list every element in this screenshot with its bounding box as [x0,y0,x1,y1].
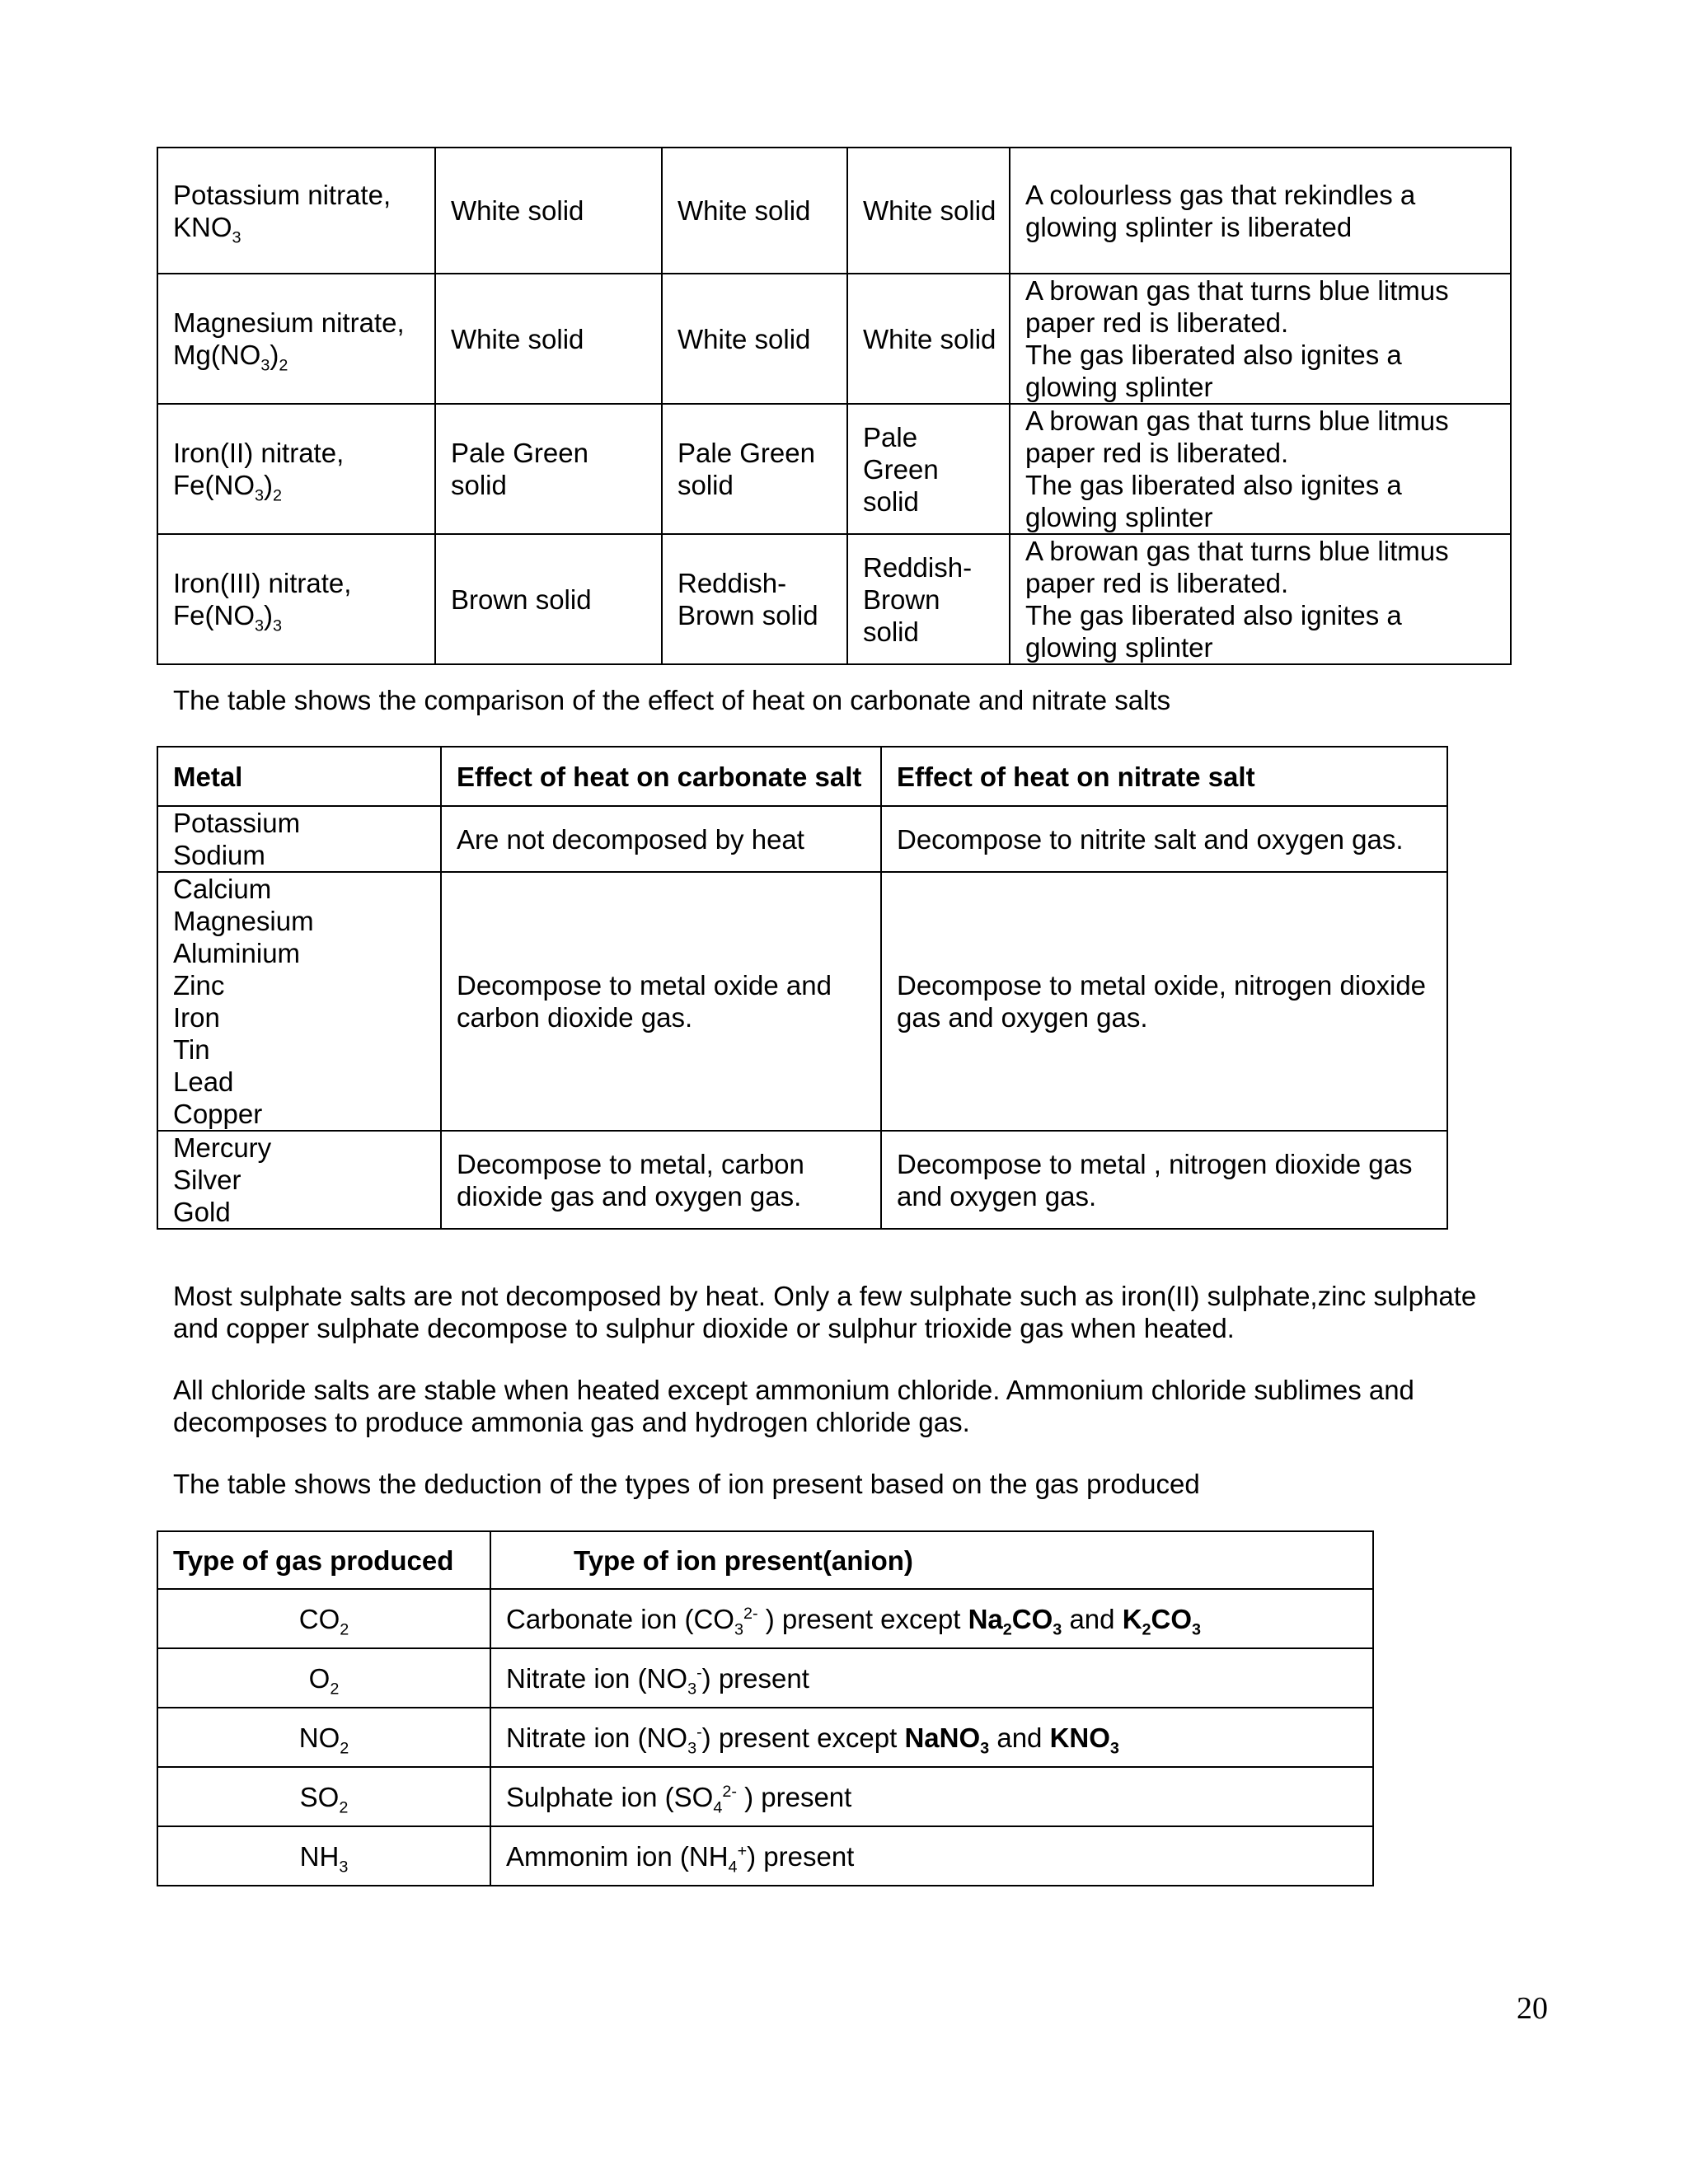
carbonate-cell: Decompose to metal, carbon dioxide gas and oxygen gas. [441,1131,881,1229]
salt-formula: $Fe(NO_3)_3$ [173,600,283,635]
colour-cell: White solid [435,274,662,404]
header-ion: Type of ion present(anion) [490,1531,1373,1589]
salt-formula: $Fe(NO_3)_2$ [173,470,283,505]
gas-cell: $NH_3$ [157,1826,490,1886]
metal-cell: Calcium Magnesium Aluminium Zinc Iron Tin Lead Copper [157,872,441,1131]
table-row [157,1826,1373,1886]
carbonate-nitrate-comparison-table [157,746,1448,1230]
salt-name: Potassium nitrate, [173,179,392,210]
table-row [157,1708,1373,1767]
colour-cell: Pale Green solid [662,404,847,534]
table-header-row [157,747,1447,806]
colour-cell: White solid [662,148,847,274]
metal-cell: Mercury Silver Gold [157,1131,441,1229]
colour-cell: White solid [847,274,1010,404]
colour-cell: Pale Green solid [435,404,662,534]
colour-cell: White solid [662,274,847,404]
table-row [157,1648,1373,1708]
table-row [157,872,1447,1131]
paragraph-sulphate: Most sulphate salts are not decomposed by heat. Only a few sulphate such as iron(II) sulphate,zinc sulphate and copper sulphate decompose to sulphur dioxide or sulphur trioxide gas when heated. [173,1281,1477,1343]
salt-formula: $Mg(NO_3)_2$ [173,340,288,375]
table-header-row [157,1531,1373,1589]
header-carbonate: Effect of heat on carbonate salt [441,747,881,806]
colour-cell: Reddish- Brown solid [662,534,847,664]
table-row [157,148,1511,274]
table-row [157,806,1447,872]
gas-cell: $SO_2$ [157,1767,490,1826]
table-row [157,1589,1373,1648]
table-row [157,1767,1373,1826]
header-gas: Type of gas produced [157,1531,490,1589]
nitrate-cell: Decompose to metal oxide, nitrogen dioxide gas and oxygen gas. [881,872,1447,1131]
header-metal: Metal [157,747,441,806]
paragraph-chloride: All chloride salts are stable when heated except ammonium chloride. Ammonium chloride sublimes and decomposes to produce ammonia gas and hydrogen chloride gas. [173,1375,1414,1437]
colour-cell: Brown solid [435,534,662,664]
paragraph-table3-intro: The table shows the deduction of the types of ion present based on the gas produced [173,1469,1200,1499]
salt-cell [157,148,435,274]
paragraph-table2-intro: The table shows the comparison of the effect of heat on carbonate and nitrate salts [173,685,1171,715]
header-nitrate: Effect of heat on nitrate salt [881,747,1447,806]
observation-cell: A browan gas that turns blue litmus paper red is liberated. The gas liberated also ignites a glowing splinter [1010,274,1511,404]
table-row [157,274,1511,404]
colour-cell: White solid [435,148,662,274]
gas-cell: $O_2$ [157,1648,490,1708]
gas-ion-deduction-table [157,1530,1374,1886]
table-row [157,1131,1447,1229]
table-row [157,534,1511,664]
observation-cell: A colourless gas that rekindles a glowing splinter is liberated [1010,148,1511,274]
salt-cell [157,404,435,534]
nitrate-cell: Decompose to nitrite salt and oxygen gas. [881,806,1447,872]
carbonate-cell: Are not decomposed by heat [441,806,881,872]
ion-cell: Sulphate ion ($SO_4^{2-}$ ) present [490,1767,1373,1826]
metal-cell: Potassium Sodium [157,806,441,872]
salt-cell [157,274,435,404]
colour-cell: Reddish- Brown solid [847,534,1010,664]
colour-cell: Pale Green solid [847,404,1010,534]
salt-name: Magnesium nitrate, [173,307,405,338]
ion-cell: Nitrate ion $(NO_3^-)$ present except NaNO$_3$ and $KNO_3$ [490,1708,1373,1767]
salt-name: Iron(II) nitrate, [173,438,345,468]
observation-cell: A browan gas that turns blue litmus paper red is liberated. The gas liberated also ignites a glowing splinter [1010,404,1511,534]
salt-name: Iron(III) nitrate, [173,568,352,598]
nitrate-salt-table [157,147,1512,665]
page-number: 20 [1517,1991,1548,2026]
salt-cell [157,534,435,664]
carbonate-cell: Decompose to metal oxide and carbon dioxide gas. [441,872,881,1131]
ion-cell: Nitrate ion $(NO_3^-)$ present [490,1648,1373,1708]
gas-cell: $CO_2$ [157,1589,490,1648]
salt-formula: $KNO_3$ [173,211,241,247]
ion-cell: Ammonim ion $(NH_4^+)$ present [490,1826,1373,1886]
table-row [157,404,1511,534]
observation-cell: A browan gas that turns blue litmus paper red is liberated. The gas liberated also ignites a glowing splinter [1010,534,1511,664]
colour-cell: White solid [847,148,1010,274]
gas-cell: $NO_2$ [157,1708,490,1767]
nitrate-cell: Decompose to metal , nitrogen dioxide gas and oxygen gas. [881,1131,1447,1229]
ion-cell: Carbonate ion ($CO_3^{2-}$ ) present except $Na_2CO_3$ and $K_2CO_3$ [490,1589,1373,1648]
